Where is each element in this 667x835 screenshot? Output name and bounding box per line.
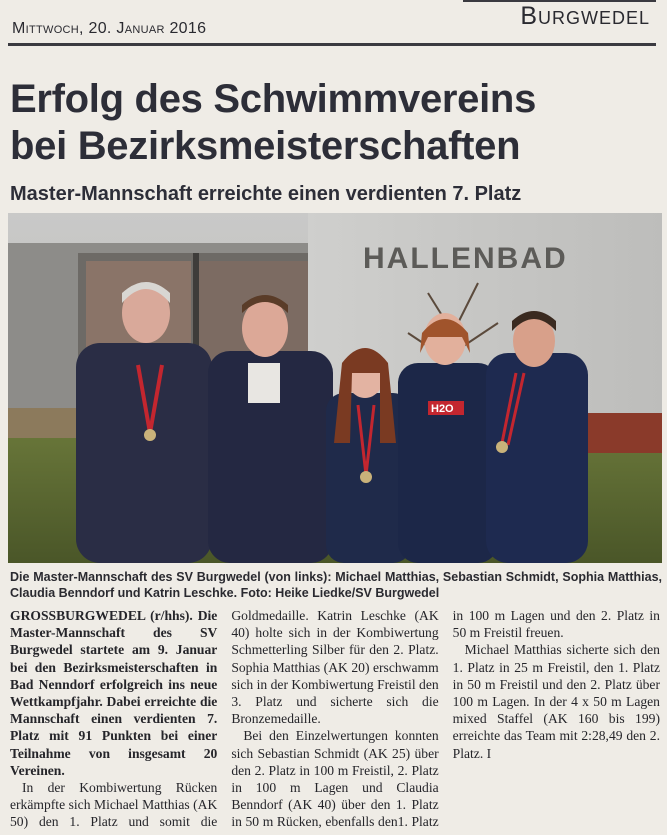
newspaper-header	[8, 0, 660, 48]
header-bottom-rule	[8, 43, 656, 46]
issue-date: Mittwoch, 20. Januar 2016	[12, 20, 207, 37]
headline-line-2: bei Bezirksmeisterschaften	[10, 124, 521, 168]
article-paragraph-2: Bei den Einzelwertungen konnten sich Sebastian Schmidt (AK 25) über den 2. Platz in 100 m Freistil, 2. Platz in 100 m Lagen und Claudia Benndorf (AK 40) über den 1. Platz in 50 m Rücken, ebenfalls den1. Platz in 100 m Lagen und den 2. Platz in 50 m Freistil freuen.	[231, 608, 660, 830]
article-lead: GROSSBURGWEDEL (r/hhs). Die Master-Mannschaft des SV Burgwedel startete am 9. Januar bei den Bezirksmeisterschaften in Bad Nenndorf erfolgreich ins neue Wettkampfjahr. Dabei erreichte die Mannschaft einen verdienten 7. Platz mit 91 Punkten bei einer Teilnahme von insgesamt 20 Vereinen.	[10, 608, 218, 778]
photo-caption: Die Master-Mannschaft des SV Burgwedel (von links): Michael Matthias, Sebastian Schmidt, Sophia Matthias, Claudia Benndorf und Katrin Leschke. Foto: Heike Liedke/SV Burgwedel	[10, 570, 662, 600]
team-photo	[8, 213, 662, 563]
jacket-logo: H2O	[431, 403, 454, 415]
article-paragraph-1: In der Kombiwertung Rücken erkämpfte sich Michael Matthias (AK 50) den 1. Platz und somit die Goldmedaille. Katrin Leschke (AK 40) holte sich in der Kombiwertung Schmetterling Silber für den 2. Platz. Sophia Matthias (AK 20) erschwamm sich in der Kombiwertung Freistil den 3. Platz und sicherte sich die Bronzemedaille.	[10, 608, 439, 830]
headline-line-1: Erfolg des Schwimmvereins	[10, 77, 537, 121]
subheadline: Master-Mannschaft erreichte einen verdienten 7. Platz	[10, 183, 522, 205]
article-paragraph-3: Michael Matthias sicherte sich den 1. Platz in 25 m Freistil, den 1. Platz in 50 m Freistil und den 2. Platz über 100 m Lagen. In der 4 x 50 m Lagen mixed Staffel (AK 160 bis 199) erreichte das Team mit 2:28,49 den 2. Platz. I	[452, 642, 660, 761]
team-photo-illustration	[8, 213, 662, 563]
headline	[10, 76, 660, 170]
hallenbad-sign: HALLENBAD	[363, 242, 568, 275]
section-name: Burgwedel	[520, 2, 650, 30]
article-body	[10, 607, 660, 835]
